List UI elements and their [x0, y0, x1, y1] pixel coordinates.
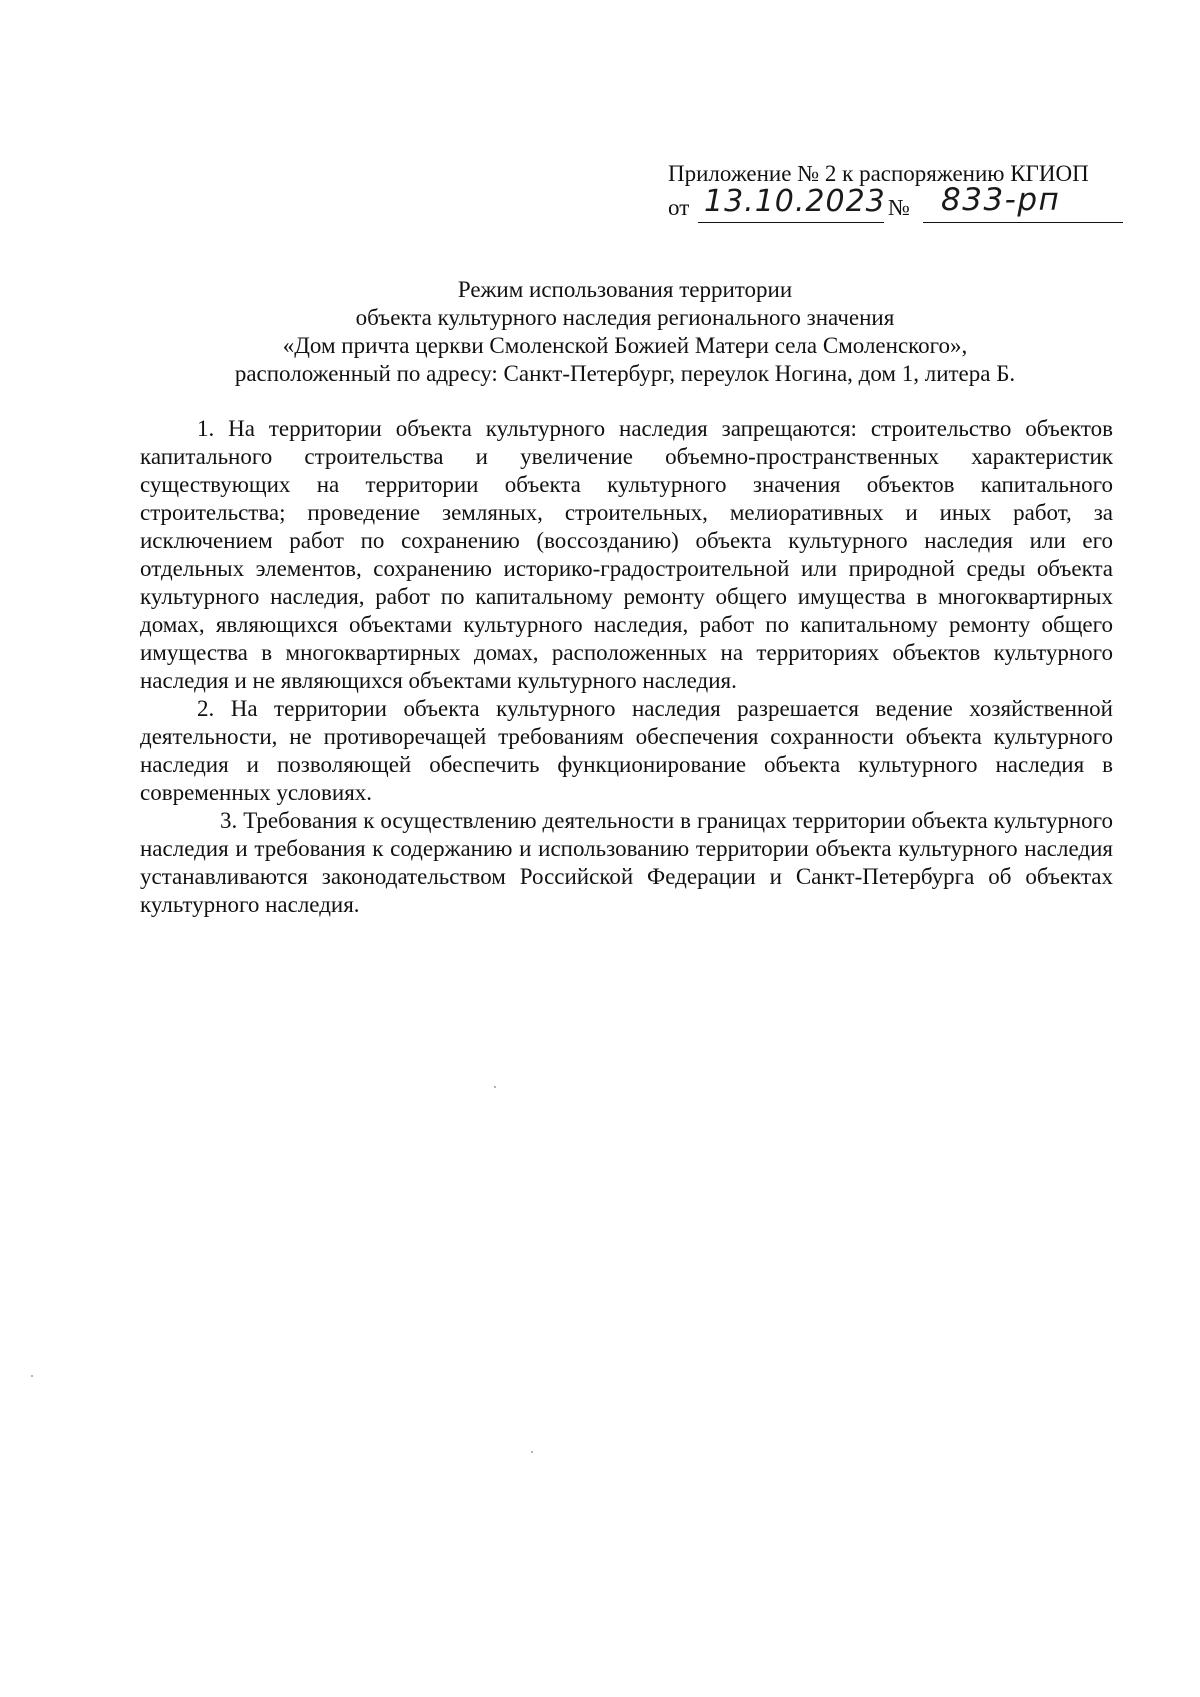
document-body	[140, 415, 1113, 919]
title-line-3: «Дом причта церкви Смоленской Божией Матери села Смоленского»,	[282, 333, 968, 358]
appendix-header	[668, 157, 1128, 231]
title-line-4: расположенный по адресу: Санкт-Петербург, переулок Ногина, дом 1, литера Б.	[234, 361, 1016, 386]
date-underline	[698, 222, 884, 223]
number-underline	[923, 222, 1123, 223]
handwritten-date: 13.10.2023	[704, 184, 886, 219]
number-sign: №	[888, 195, 910, 220]
handwritten-order-number: 833-рп	[941, 182, 1061, 218]
title-line-1: Режим использования территории	[457, 277, 793, 302]
paragraph-1: 1. На территории объекта культурного наследия запрещаются: строительство объектов капитального строительства и увеличение объемно-пространственных характеристик существующих на территории объекта культурного значения объектов капитального строительства; проведение земляных, строительных, мелиоративных и иных работ, за исключением работ по сохранению (воссозданию) объекта культурного наследия или его отдельных элементов, сохранению историко-градостроительной или природной среды объекта культурного наследия, работ по капитальному ремонту общего имущества в многоквартирных домах, являющихся объектами культурного наследия, работ по капитальному ремонту общего имущества в многоквартирных домах, расположенных на территориях объектов культурного наследия и не являющихся объектами культурного наследия.	[140, 416, 1113, 693]
order-reference	[668, 182, 1128, 231]
appendix-title: Приложение № 2 к распоряжению КГИОП	[668, 161, 1089, 186]
title-line-2: объекта культурного наследия регионального значения	[355, 305, 895, 330]
document-title	[130, 276, 1120, 388]
paragraph-2: 2. На территории объекта культурного наследия разрешается ведение хозяйственной деятельности, не противоречащей требованиям обеспечения сохранности объекта культурного наследия и позволяющей обеспечить функционирование объекта культурного наследия в современных условиях.	[140, 696, 1113, 805]
scan-speck	[31, 1375, 33, 1377]
paragraph-3: 3. Требования к осуществлению деятельности в границах территории объекта культурного наследия и требования к содержанию и использованию территории объекта культурного наследия устанавливаются законодательством Российской Федерации и Санкт-Петербурга об объектах культурного наследия.	[140, 808, 1113, 917]
scan-speck	[494, 1086, 496, 1088]
scan-speck	[531, 1451, 533, 1453]
ref-prefix: от	[668, 195, 690, 220]
